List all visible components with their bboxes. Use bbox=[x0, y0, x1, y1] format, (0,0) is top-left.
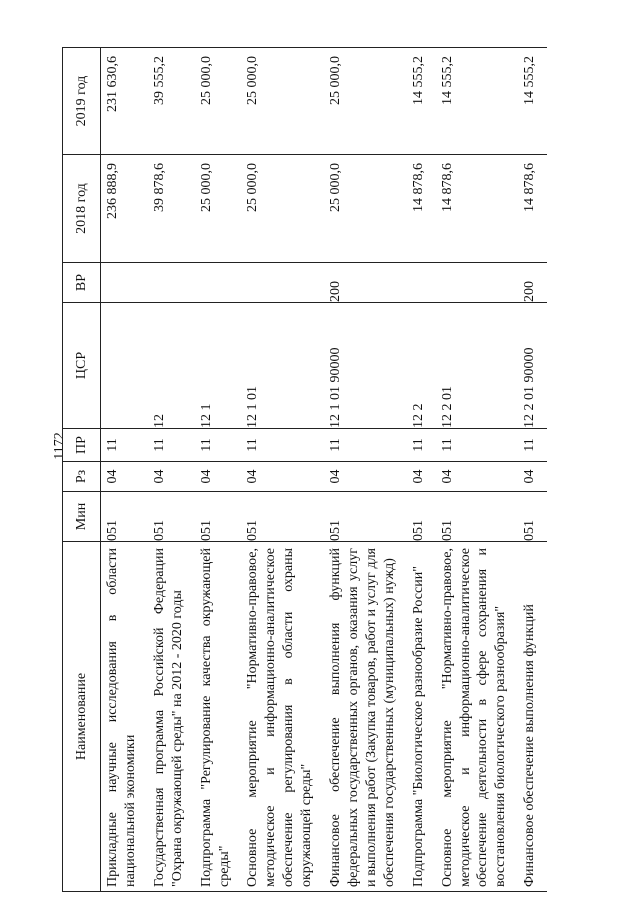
row-2018: 236 888,9 bbox=[101, 155, 148, 263]
row-2019: 25 000,0 bbox=[195, 48, 242, 155]
row-csr: 12 1 bbox=[195, 303, 242, 429]
row-min: 051 bbox=[518, 492, 547, 542]
row-min: 051 bbox=[101, 492, 148, 542]
row-2019: 25 000,0 bbox=[324, 48, 407, 155]
header-pr: ПР bbox=[63, 429, 101, 462]
row-csr: 12 1 01 bbox=[241, 303, 324, 429]
row-pr: 11 bbox=[241, 429, 324, 462]
row-rz: 04 bbox=[241, 462, 324, 492]
row-min: 051 bbox=[241, 492, 324, 542]
row-min: 051 bbox=[407, 492, 436, 542]
row-rz: 04 bbox=[407, 462, 436, 492]
header-vr: ВР bbox=[63, 263, 101, 303]
row-2018: 25 000,0 bbox=[195, 155, 242, 263]
rotated-page bbox=[62, 48, 602, 892]
row-name: Финансовое обеспечение выполнения функций bbox=[518, 542, 547, 892]
row-csr: 12 2 bbox=[407, 303, 436, 429]
row-vr bbox=[101, 263, 148, 303]
row-2019: 25 000,0 bbox=[241, 48, 324, 155]
budget-table bbox=[62, 47, 547, 892]
row-csr bbox=[101, 303, 148, 429]
row-name: Подпрограмма "Регулирование качества окружающей среды" bbox=[195, 542, 242, 892]
row-name: Основное мероприятие "Нормативно-правовое, методическое и информационно-аналитическое обеспечение деятельности в сфере сохранения и восстановления биологического разнообразия" bbox=[436, 542, 519, 892]
row-name: Прикладные научные исследования в области национальной экономики bbox=[101, 542, 148, 892]
row-2019: 14 555,2 bbox=[407, 48, 436, 155]
row-csr: 12 2 01 90000 bbox=[518, 303, 547, 429]
row-name: Основное мероприятие "Нормативно-правовое, методическое и информационно-аналитическое обеспечение регулирования в области охраны окружающей среды" bbox=[241, 542, 324, 892]
row-2019: 14 555,2 bbox=[518, 48, 547, 155]
table-row bbox=[241, 48, 324, 892]
row-name: Государственная программа Российской Федерации "Охрана окружающей среды" на 2012 - 2020 годы bbox=[148, 542, 195, 892]
row-2019: 231 630,6 bbox=[101, 48, 148, 155]
row-vr bbox=[436, 263, 519, 303]
row-rz: 04 bbox=[101, 462, 148, 492]
header-rz: Рз bbox=[63, 462, 101, 492]
table-row bbox=[101, 48, 148, 892]
row-vr bbox=[241, 263, 324, 303]
row-pr: 11 bbox=[195, 429, 242, 462]
row-csr: 12 bbox=[148, 303, 195, 429]
row-rz: 04 bbox=[436, 462, 519, 492]
table-row bbox=[407, 48, 436, 892]
row-min: 051 bbox=[195, 492, 242, 542]
row-vr bbox=[195, 263, 242, 303]
row-2018: 25 000,0 bbox=[241, 155, 324, 263]
table-header bbox=[63, 48, 101, 892]
row-2018: 14 878,6 bbox=[436, 155, 519, 263]
row-pr: 11 bbox=[407, 429, 436, 462]
row-2018: 25 000,0 bbox=[324, 155, 407, 263]
row-pr: 11 bbox=[436, 429, 519, 462]
header-name: Наименование bbox=[63, 542, 101, 892]
row-rz: 04 bbox=[324, 462, 407, 492]
row-min: 051 bbox=[148, 492, 195, 542]
table-row bbox=[195, 48, 242, 892]
row-vr bbox=[407, 263, 436, 303]
row-2018: 14 878,6 bbox=[407, 155, 436, 263]
row-vr bbox=[148, 263, 195, 303]
table-row bbox=[324, 48, 407, 892]
table-row bbox=[518, 48, 547, 892]
header-min: Мин bbox=[63, 492, 101, 542]
header-2018: 2018 год bbox=[63, 155, 101, 263]
row-pr: 11 bbox=[148, 429, 195, 462]
row-2018: 39 878,6 bbox=[148, 155, 195, 263]
row-name: Финансовое обеспечение выполнения функций федеральных государственных органов, оказания услуг и выполнения работ (Закупка товаров, работ и услуг для обеспечения государственных (муниципальных) нужд) bbox=[324, 542, 407, 892]
header-2019: 2019 год bbox=[63, 48, 101, 155]
row-csr: 12 1 01 90000 bbox=[324, 303, 407, 429]
header-csr: ЦСР bbox=[63, 303, 101, 429]
row-name: Подпрограмма "Биологическое разнообразие России" bbox=[407, 542, 436, 892]
row-2019: 14 555,2 bbox=[436, 48, 519, 155]
row-rz: 04 bbox=[518, 462, 547, 492]
row-2018: 14 878,6 bbox=[518, 155, 547, 263]
row-vr: 200 bbox=[324, 263, 407, 303]
row-vr: 200 bbox=[518, 263, 547, 303]
row-csr: 12 2 01 bbox=[436, 303, 519, 429]
row-min: 051 bbox=[324, 492, 407, 542]
table-row bbox=[148, 48, 195, 892]
row-pr: 11 bbox=[324, 429, 407, 462]
row-pr: 11 bbox=[101, 429, 148, 462]
row-2019: 39 555,2 bbox=[148, 48, 195, 155]
row-rz: 04 bbox=[148, 462, 195, 492]
row-min: 051 bbox=[436, 492, 519, 542]
row-pr: 11 bbox=[518, 429, 547, 462]
page-number: 1172 bbox=[52, 432, 67, 460]
table-row bbox=[436, 48, 519, 892]
row-rz: 04 bbox=[195, 462, 242, 492]
